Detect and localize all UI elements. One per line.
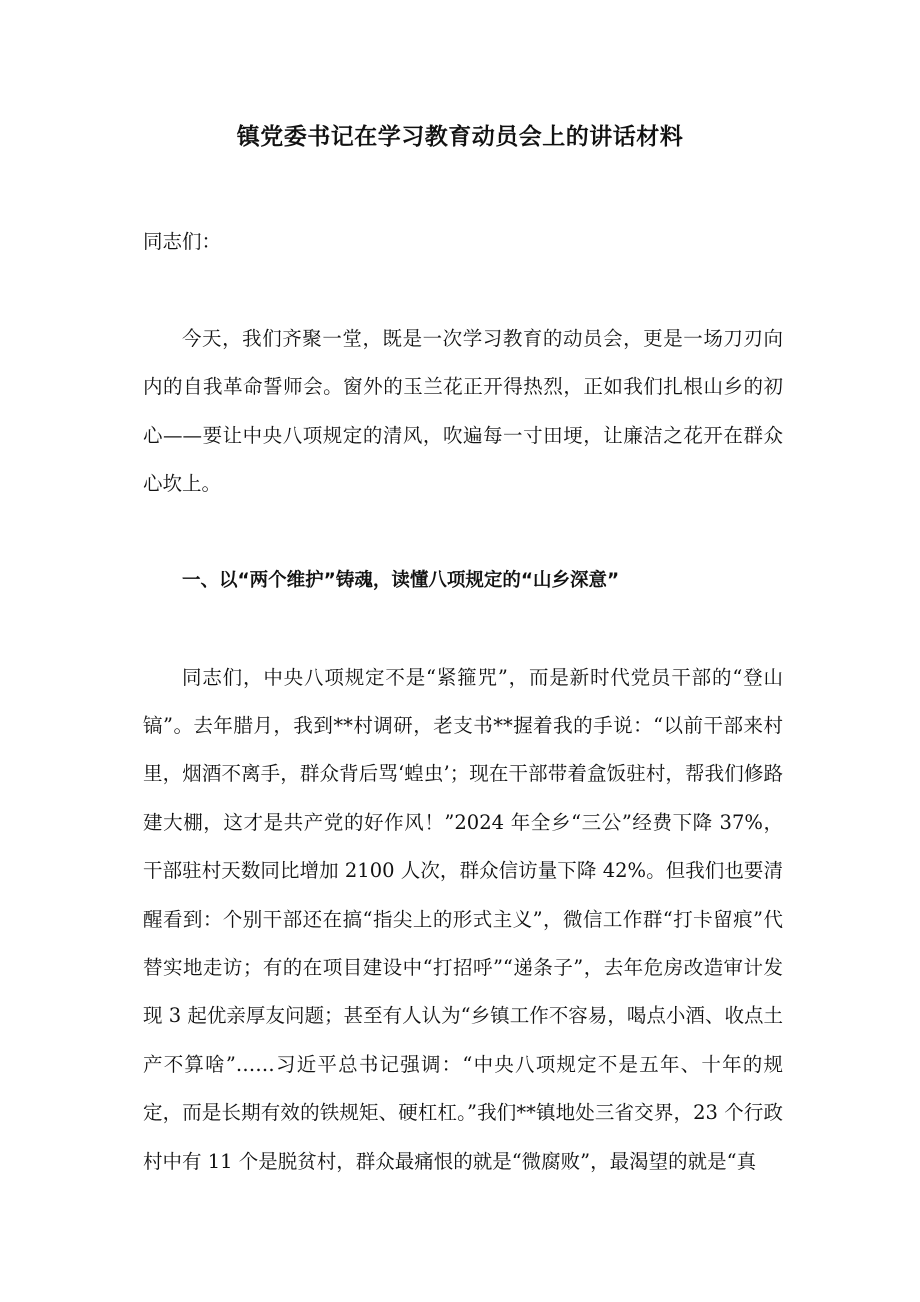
section-heading: 一、以“两个维护”铸魂，读懂八项规定的“山乡深意” — [182, 569, 620, 591]
section-paragraph: 同志们，中央八项规定不是“紧箍咒”，而是新时代党员干部的“登山镐”。去年腊月，我到**村调研，老支书**握着我的手说：“以前干部来村里，烟酒不离手，群众背后骂‘蝗虫’；现在干部带着盒饭驻村，帮我们修路建大棚，这才是共产党的好作风！”2024 年全乡“三公”经费下降 37%，干部驻村天数同比增加 2100 人次，群众信访量下降 42%。但我们也要清醒看到：个别干部还在搞“指尖上的形式主义”，微信工作群“打卡留痕”代替实地走访；有的在项目建设中“打招呼”“递条子”，去年危房改造审计发现 3 起优亲厚友问题；甚至有人认为“乡镇工作不容易，喝点小酒、收点土产不算啥”……习近平总书记强调：“中央八项规定不是五年、十年的规定，而是长期有效的铁规矩、硬杠杠。”我们**镇地处三省交界，23 个行政村中有 11 个是脱贫村，群众最痛恨的就是“微腐败”，最渴望的就是“真 — [143, 665, 783, 1173]
intro-paragraph: 今天，我们齐聚一堂，既是一次学习教育的动员会，更是一场刀刃向内的自我革命誓师会。窗外的玉兰花正开得热烈，正如我们扎根山乡的初心——要让中央八项规定的清风，吹遍每一寸田埂，让廉洁之花开在群众心坎上。 — [143, 326, 783, 496]
document-title: 镇党委书记在学习教育动员会上的讲话材料 — [236, 124, 684, 150]
greeting: 同志们： — [143, 230, 222, 253]
document-body — [143, 218, 783, 1186]
